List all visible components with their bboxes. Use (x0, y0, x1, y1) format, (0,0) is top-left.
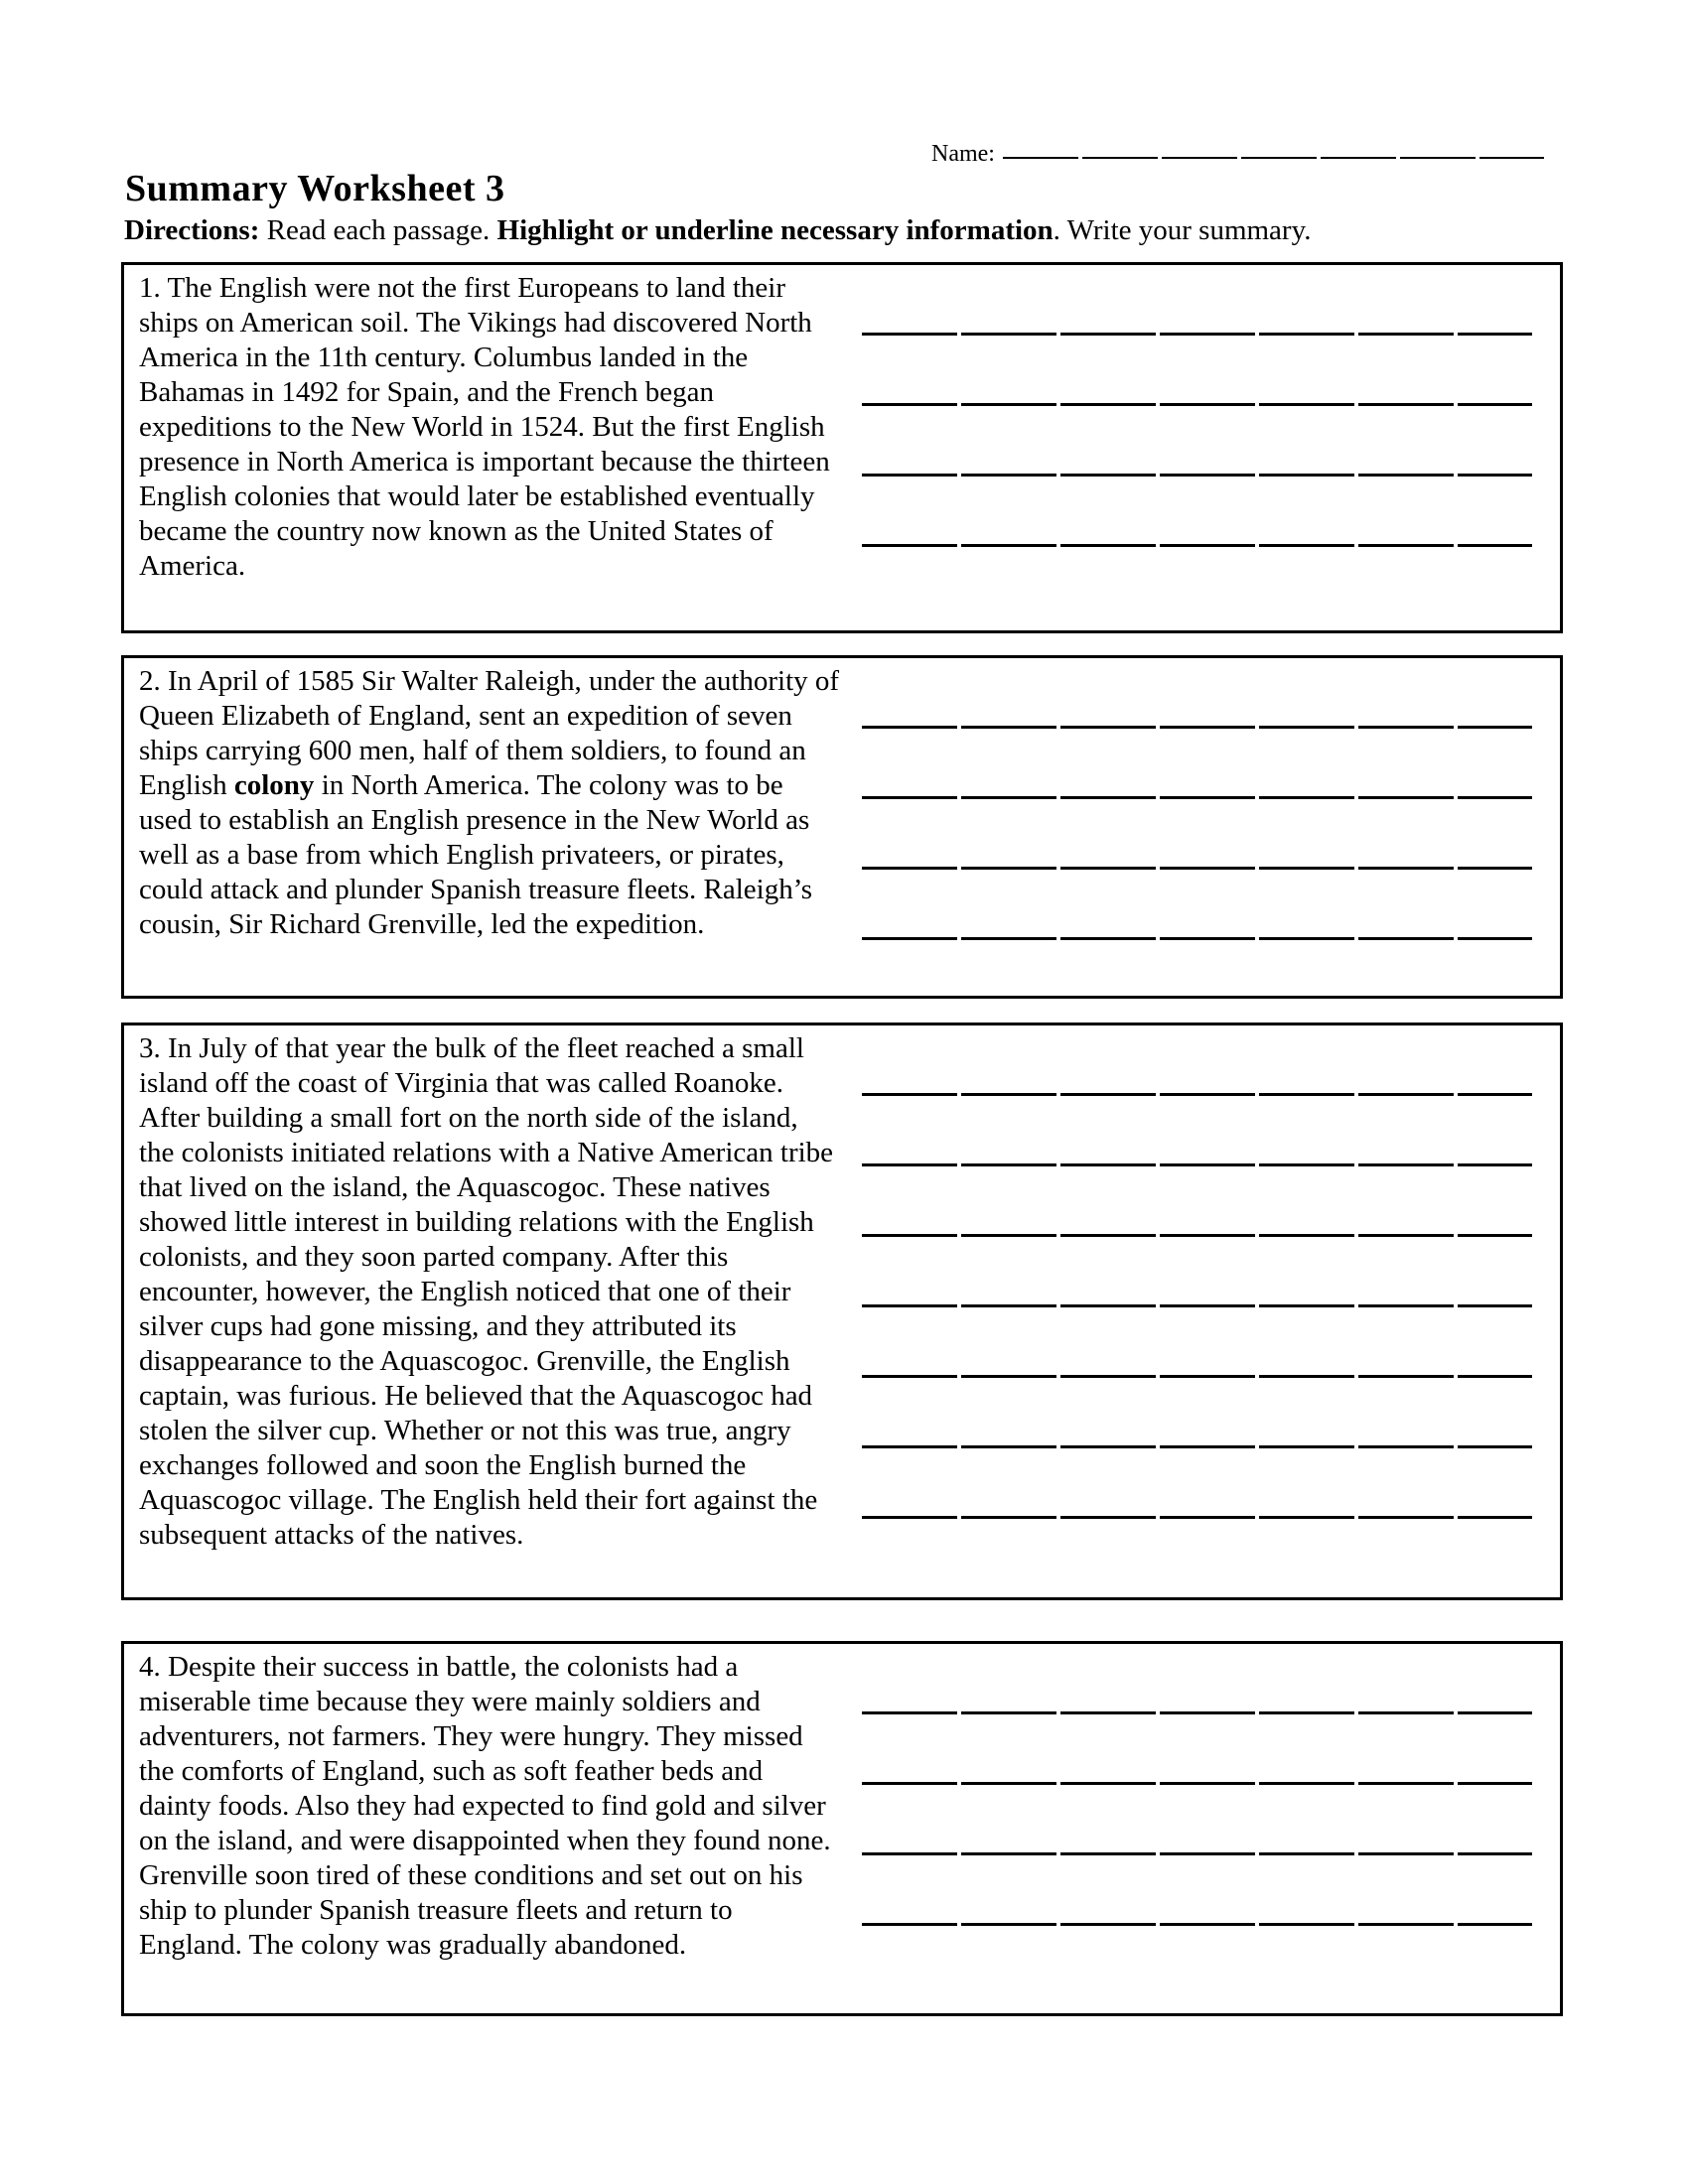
answer-line[interactable] (862, 870, 1532, 940)
answer-line[interactable] (862, 1307, 1532, 1378)
answer-line[interactable] (862, 1644, 1532, 1714)
passage-3-text (124, 1025, 840, 1597)
answer-line[interactable] (862, 1025, 1532, 1096)
passage-2-text-pre: 2. In April of 1585 Sir Walter Raleigh, under the authority of Queen Elizabeth of England, sent an expedition of seven ships carrying 600 men, half of them soldiers, to found an English (139, 665, 840, 801)
answer-line[interactable] (862, 1378, 1532, 1448)
passage-box-3 (121, 1023, 1563, 1600)
passage-box-4 (121, 1641, 1563, 2016)
passage-2-text (124, 658, 840, 996)
passage-2-answer-lines (862, 658, 1532, 996)
directions-text-1: Read each passage. (259, 214, 497, 246)
directions-label: Directions: (124, 214, 260, 246)
answer-line[interactable] (862, 1237, 1532, 1307)
passage-box-1 (121, 262, 1563, 633)
name-input-line[interactable] (1003, 139, 1544, 161)
passage-1-text (124, 265, 840, 630)
answer-line[interactable] (862, 1855, 1532, 1926)
passage-4-text (124, 1644, 840, 2013)
answer-line[interactable] (862, 799, 1532, 870)
directions (124, 214, 1311, 247)
answer-line[interactable] (862, 1785, 1532, 1855)
passage-1-text-pre: 1. The English were not the first Europeans to land their ships on American soil. The Vikings had discovered North America in the 11th century. Columbus landed in the Bahamas in 1492 for Spain, and the French began expeditions to the New World in 1524. But the first English presence in North America is important because the thirteen English colonies that would later be established eventually became the country now known as the United States of America. (139, 272, 830, 582)
answer-line[interactable] (862, 1096, 1532, 1166)
passage-4-answer-lines (862, 1644, 1532, 2013)
page-title: Summary Worksheet 3 (125, 168, 505, 209)
passage-4-text-pre: 4. Despite their success in battle, the colonists had a miserable time because they were mainly soldiers and adventurers, not farmers. They were hungry. They missed the comforts of England, such as soft feather beds and dainty foods. Also they had expected to find gold and silver on the island, and were disappointed when they found none. Grenville soon tired of these conditions and set out on his ship to plunder Spanish treasure fleets and return to England. The colony was gradually abandoned. (139, 1651, 831, 1961)
answer-line[interactable] (862, 406, 1532, 477)
passage-3-answer-lines (862, 1025, 1532, 1597)
answer-line[interactable] (862, 1448, 1532, 1519)
directions-text-2: . Write your summary. (1053, 214, 1312, 246)
answer-line[interactable] (862, 1166, 1532, 1237)
answer-line[interactable] (862, 336, 1532, 406)
passage-2-text-post: in North America. The colony was to be used to establish an English presence in the New World as well as a base from which English privateers, or pirates, could attack and plunder Spanish treasure fleets. Raleigh’s cousin, Sir Richard Grenville, led the expedition. (139, 769, 813, 940)
answer-line[interactable] (862, 1714, 1532, 1785)
answer-line[interactable] (862, 729, 1532, 799)
name-label: Name: (931, 141, 995, 167)
answer-line[interactable] (862, 477, 1532, 547)
name-row (931, 139, 1544, 168)
answer-line[interactable] (862, 658, 1532, 729)
passage-3-text-pre: 3. In July of that year the bulk of the fleet reached a small island off the coast of Virginia that was called Roanoke. After building a small fort on the north side of the island, the colonists initiated relations with a Native American tribe that lived on the island, the Aquascogoc. These natives showed little interest in building relations with the English colonists, and they soon parted company. After this encounter, however, the English noticed that one of their silver cups had gone missing, and they attributed its disappearance to the Aquascogoc. Grenville, the English captain, was furious. He believed that the Aquascogoc had stolen the silver cup. Whether or not this was true, angry exchanges followed and soon the English burned the Aquascogoc village. The English held their fort against the subsequent attacks of the natives. (139, 1032, 834, 1551)
passage-2-text-bold: colony (233, 769, 315, 801)
passage-box-2 (121, 655, 1563, 999)
passage-1-answer-lines (862, 265, 1532, 630)
directions-bold-text: Highlight or underline necessary information (496, 214, 1054, 246)
answer-line[interactable] (862, 265, 1532, 336)
